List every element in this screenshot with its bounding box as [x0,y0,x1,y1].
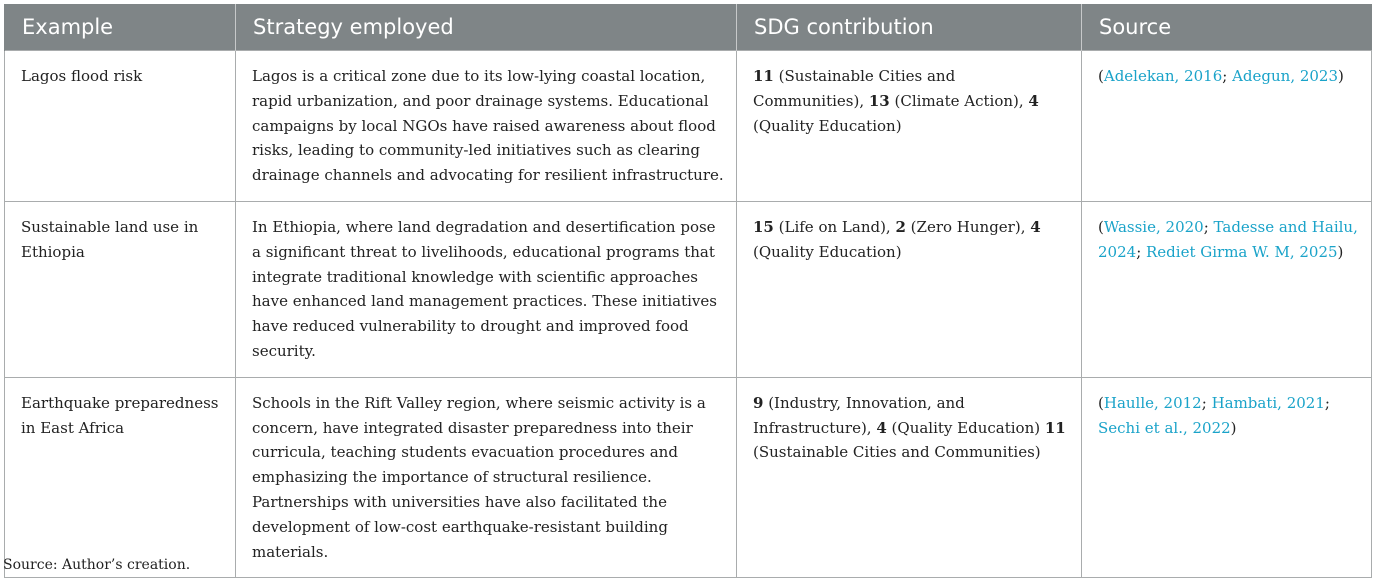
header-example: Example [5,4,236,51]
sdg-number: 11 [753,67,774,85]
citation-link[interactable]: Wassie, 2020 [1103,217,1204,236]
citation-link[interactable]: Haulle, 2012 [1103,393,1202,412]
sdg-label: (Climate Action), [889,91,1029,110]
sdg-label: (Quality Education) [886,418,1045,437]
strategy-cell: Lagos is a critical zone due to its low-lying coastal location, rapid urbanization, and poor drainage systems. Educational campaigns by local NGOs have raised awareness about flood risks, leading to community-led initiatives such as clearing drainage channels and advocating for resilient infrastructure. [236,51,737,202]
table-row [5,201,1372,377]
citation-link[interactable]: Adelekan, 2016 [1103,67,1223,85]
strategy-cell: Schools in the Rift Valley region, where seismic activity is a concern, have integrated disaster preparedness into their curricula, teaching students evacuation procedures and emphasizing the importance of structural resilience. Partnerships with universities have also facilitated the development of low-cost earthquake-resistant building materials. [236,377,737,578]
citation-link[interactable]: Hambati, 2021 [1211,393,1325,412]
header-source: Source [1082,4,1372,51]
table-caption: Source: Author’s creation. [3,557,191,573]
paren: ) [1230,418,1237,437]
sdg-label: (Sustainable Cities and Communities), [753,67,956,110]
sdg-number: 4 [1030,217,1041,236]
table-row [5,377,1372,578]
citation-link[interactable]: Tadesse and Hailu, 2024 [1098,217,1358,261]
paren: ) [1338,67,1344,85]
sdg-label: (Zero Hunger), [905,217,1031,236]
sdg-label: (Sustainable Cities and Communities) [753,443,1041,462]
paren: ( [1098,393,1104,412]
source-cell: (Wassie, 2020; Tadesse and Hailu, 2024; Rediet Girma W. M, 2025) [1082,201,1372,377]
citation-link[interactable]: Adegun, 2023 [1232,67,1339,85]
header-sdg: SDG contribution [737,4,1082,51]
sdg-label: (Quality Education) [753,116,902,135]
paren: ( [1098,67,1104,85]
sdg-number: 2 [895,217,906,236]
sdg-number: 11 [1044,418,1066,437]
sdg-number: 15 [753,217,774,236]
sdg-label: (Industry, Innovation, and Infrastructure), [753,393,965,437]
sdg-number: 4 [1028,91,1039,110]
paren: ) [1337,242,1344,261]
sdg-label: (Life on Land), [773,217,896,236]
sdg-number: 13 [868,91,890,110]
example-cell: Sustainable land use in Ethiopia [5,201,236,377]
sdg-cell [737,201,1082,377]
sdg-table [4,4,1372,578]
source-cell: (Adelekan, 2016; Adegun, 2023) [1082,51,1372,202]
sdg-label: (Quality Education) [753,242,902,261]
header-strategy: Strategy employed [236,4,737,51]
sdg-cell [737,377,1082,578]
example-cell: Earthquake preparedness in East Africa [5,377,236,578]
table-row [5,51,1372,202]
table-header-row [5,4,1372,51]
citation-link[interactable]: Rediet Girma W. M, 2025 [1146,242,1338,261]
strategy-cell: In Ethiopia, where land degradation and desertification pose a significant threat to livelihoods, educational programs that integrate traditional knowledge with scientific approaches have enhanced land management practices. These initiatives have reduced vulnerability to drought and improved food security. [236,201,737,377]
sdg-cell [737,51,1082,202]
sdg-number: 9 [753,393,764,412]
source-cell: (Haulle, 2012; Hambati, 2021; Sechi et al., 2022) [1082,377,1372,578]
citation-link[interactable]: Sechi et al., 2022 [1098,418,1231,437]
sdg-number: 4 [876,418,887,437]
example-cell: Lagos flood risk [5,51,236,202]
paren: ( [1098,217,1104,236]
